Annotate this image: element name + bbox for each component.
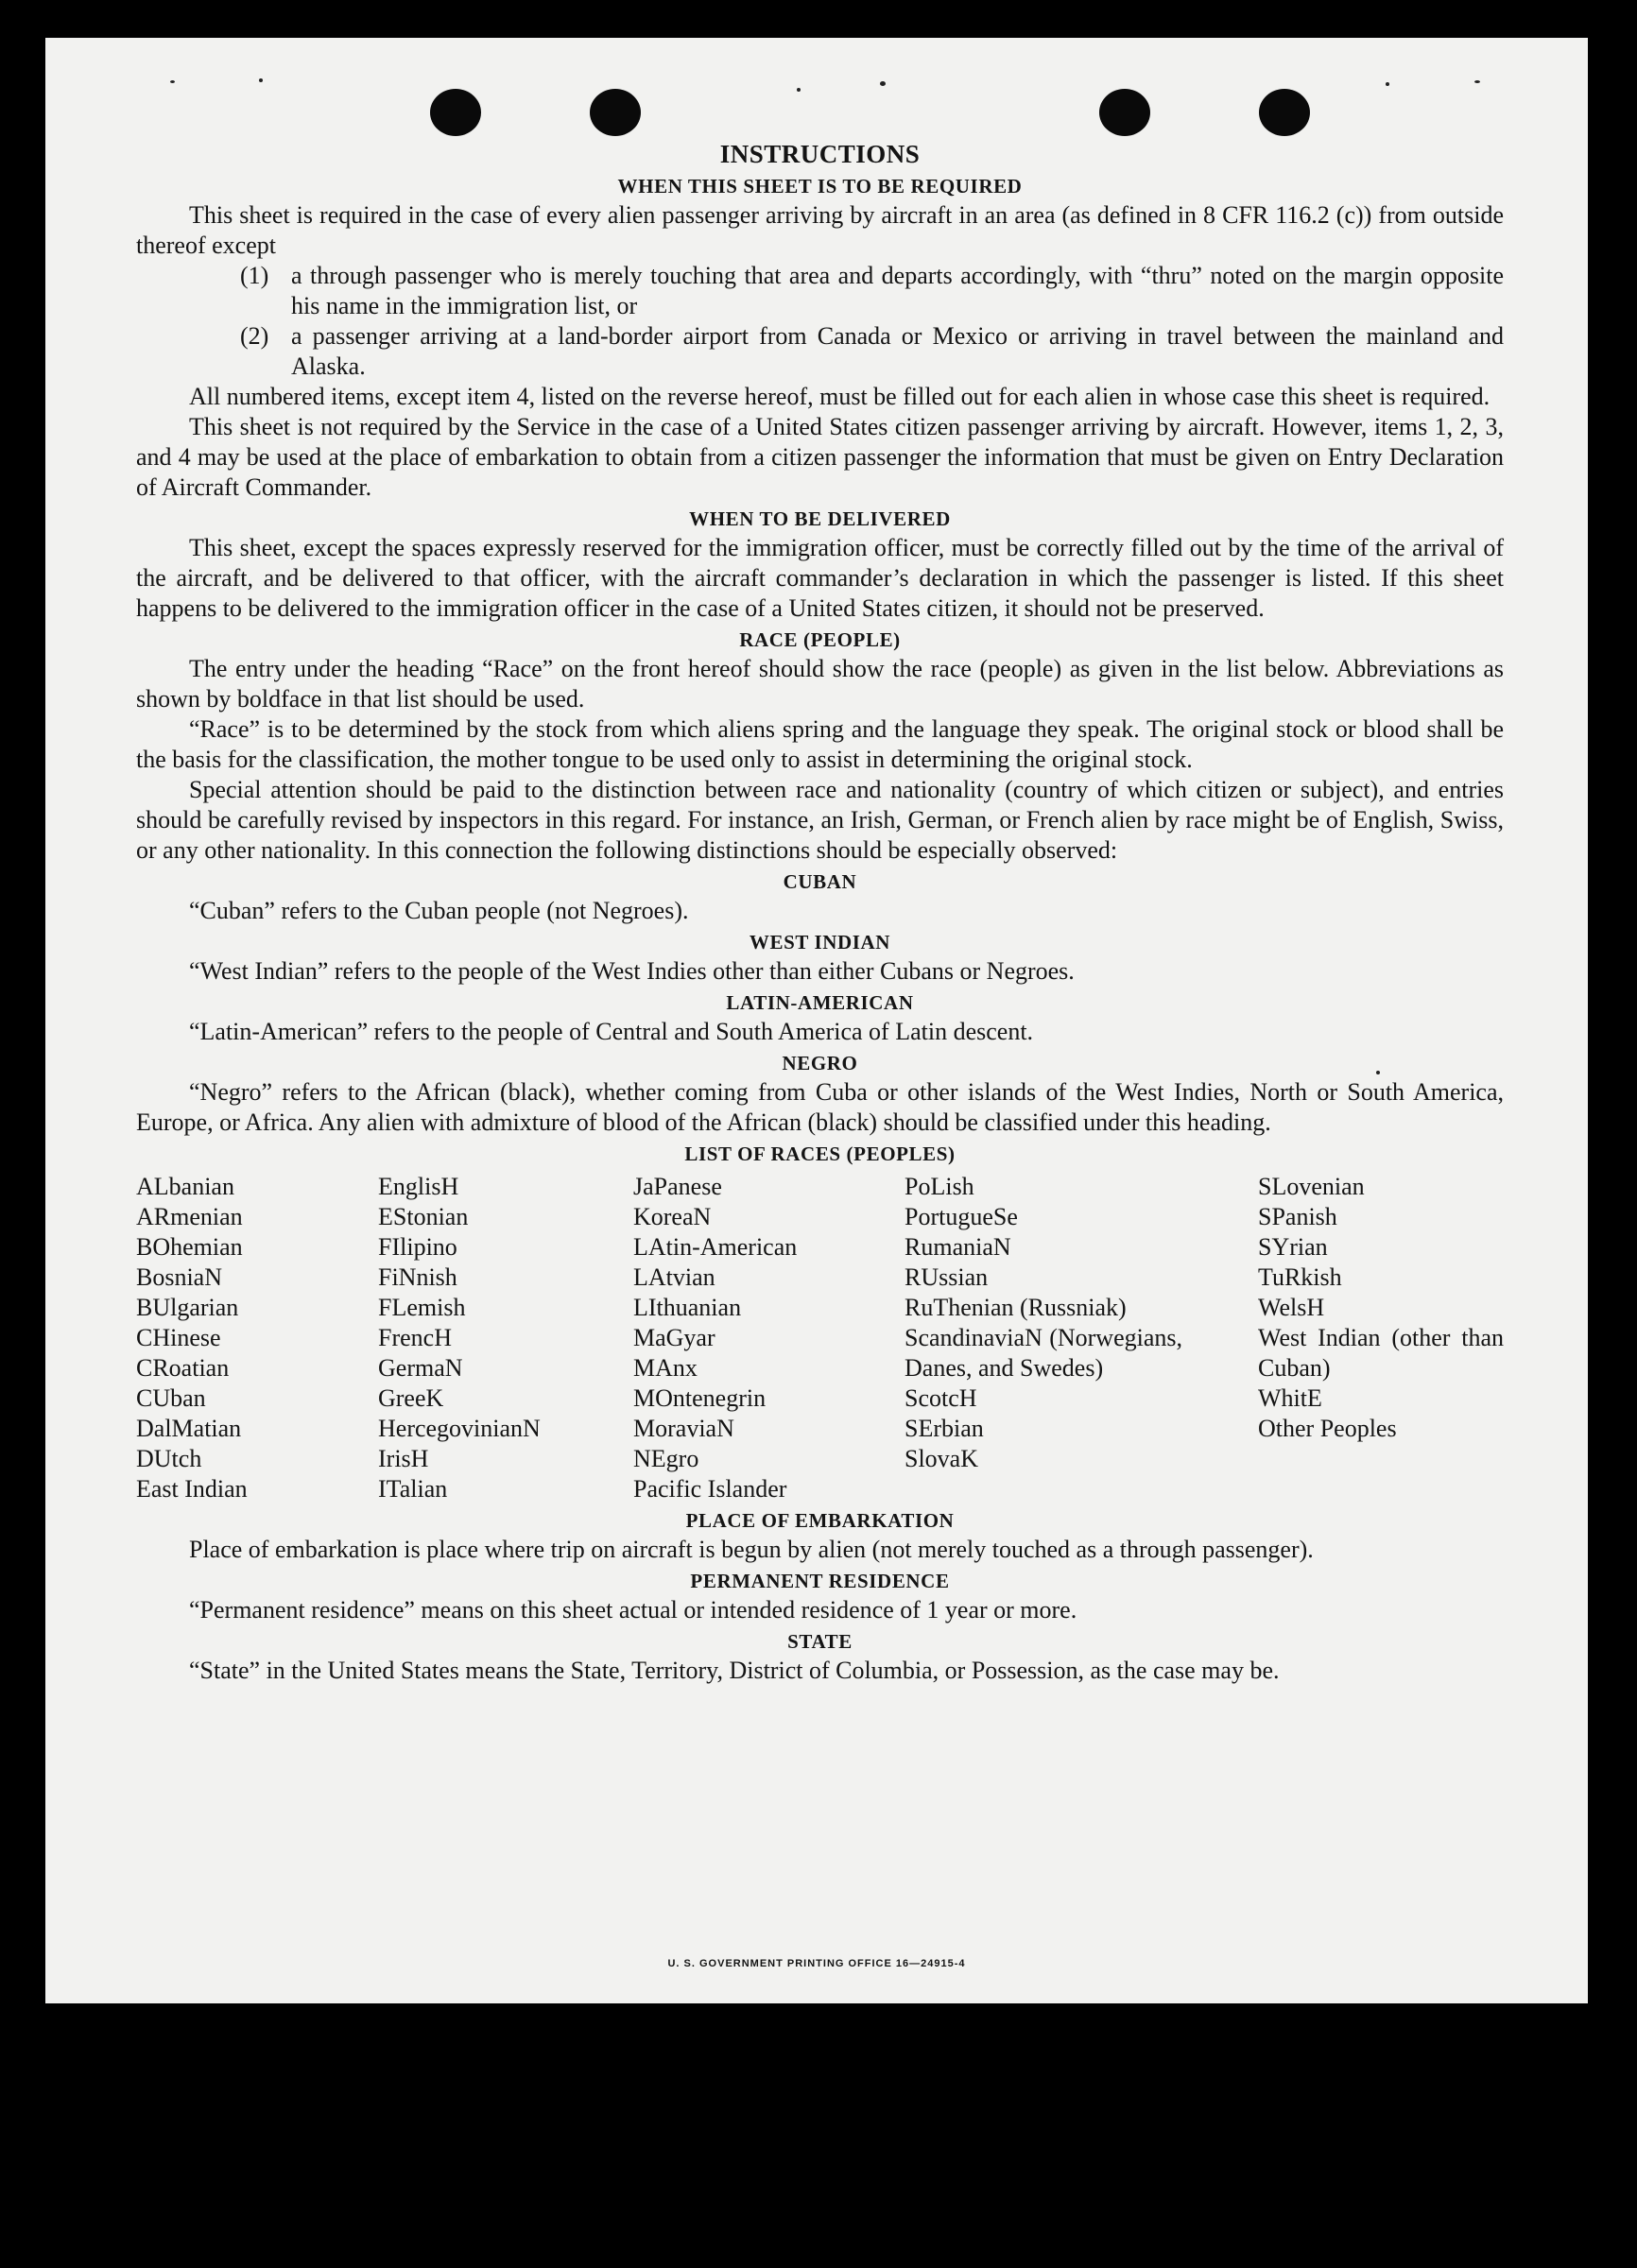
race-entry: KoreaN	[633, 1203, 712, 1230]
race-entry: PoLish	[905, 1173, 974, 1200]
section-heading: PLACE OF EMBARKATION	[685, 1509, 955, 1532]
speck	[1386, 82, 1389, 86]
speck	[797, 88, 801, 92]
section-heading: NEGRO	[782, 1052, 858, 1074]
race-entry: BUlgarian	[136, 1294, 239, 1321]
race-entry: SlovaK	[905, 1445, 978, 1472]
race-entry: LAtvian	[633, 1263, 715, 1291]
race-entry: MaGyar	[633, 1324, 715, 1351]
race-entry: LAtin-American	[633, 1233, 798, 1261]
section-heading: STATE	[787, 1630, 853, 1653]
instructions-body	[136, 136, 1504, 1686]
race-entry: EnglisH	[378, 1173, 459, 1200]
section-heading: WHEN TO BE DELIVERED	[689, 507, 951, 530]
race-entry: ALbanian	[136, 1173, 234, 1200]
race-entry: PortugueSe	[905, 1203, 1018, 1230]
race-entry: SLovenian	[1258, 1173, 1365, 1200]
paragraph: All numbered items, except item 4, listed on the reverse hereof, must be filled out for each alien in whose case this sheet is required.	[189, 383, 1491, 410]
speck	[170, 80, 175, 83]
race-entry: ITalian	[378, 1475, 448, 1503]
paragraph: “Latin-American” refers to the people of Central and South America of Latin descent.	[189, 1018, 1034, 1045]
race-column	[136, 1172, 378, 1504]
race-entry: SPanish	[1258, 1203, 1337, 1230]
race-entry: DUtch	[136, 1445, 202, 1472]
race-entry: ARmenian	[136, 1203, 243, 1230]
race-column	[905, 1172, 1258, 1504]
race-entry: Other Peoples	[1258, 1415, 1397, 1442]
section-heading: WEST INDIAN	[749, 931, 891, 954]
race-entry: TuRkish	[1258, 1263, 1342, 1291]
race-entry: BosniaN	[136, 1263, 222, 1291]
punch-hole	[1259, 89, 1310, 136]
race-entry: ScandinaviaN (Norwegians, Danes, and Swedes)	[905, 1324, 1182, 1382]
printer-imprint: U. S. GOVERNMENT PRINTING OFFICE 16—24915-4	[667, 1958, 966, 1969]
document-page	[45, 38, 1588, 2003]
section-heading: RACE (PEOPLE)	[739, 628, 901, 651]
race-entry: CRoatian	[136, 1354, 230, 1382]
race-entry: West Indian (other than Cuban)	[1258, 1324, 1504, 1382]
page-title: INSTRUCTIONS	[719, 140, 921, 168]
exception-item	[240, 321, 1504, 382]
paragraph: “State” in the United States means the State, Territory, District of Columbia, or Possession, as the case may be.	[189, 1657, 1280, 1684]
race-entry: RuThenian (Russniak)	[905, 1294, 1127, 1321]
race-entry: RUssian	[905, 1263, 989, 1291]
paragraph: “Cuban” refers to the Cuban people (not Negroes).	[189, 897, 689, 924]
paragraph: This sheet is not required by the Service in the case of a United States citizen passenger arriving by aircraft. However, items 1, 2, 3, and 4 may be used at the place of embarkation to obtain from a citizen passenger the information that must be given on Entry Declaration of Aircraft Commander.	[136, 413, 1504, 501]
paragraph: “Race” is to be determined by the stock from which aliens spring and the language they speak. The original stock or blood shall be the basis for the classification, the mother tongue to be used only to assist in determining the original stock.	[136, 715, 1504, 773]
race-entry: LIthuanian	[633, 1294, 742, 1321]
race-entry: CUban	[136, 1384, 206, 1412]
paragraph: “Negro” refers to the African (black), whether coming from Cuba or other islands of the West Indies, North or South America, Europe, or Africa. Any alien with admixture of blood of the African (black) should be classified under this heading.	[136, 1078, 1504, 1136]
race-entry: EStonian	[378, 1203, 469, 1230]
paragraph: Place of embarkation is place where trip on aircraft is begun by alien (not merely touched as a through passenger).	[189, 1536, 1314, 1563]
paragraph: “Permanent residence” means on this sheet actual or intended residence of 1 year or more.	[189, 1596, 1077, 1624]
speck	[1474, 80, 1480, 83]
race-entry: SErbian	[905, 1415, 984, 1442]
race-column	[633, 1172, 905, 1504]
item-number: (1)	[240, 262, 269, 289]
paragraph: “West Indian” refers to the people of the West Indies other than either Cubans or Negroes.	[189, 957, 1075, 985]
item-number: (2)	[240, 322, 269, 350]
section-heading: WHEN THIS SHEET IS TO BE REQUIRED	[617, 175, 1023, 198]
race-entry: MAnx	[633, 1354, 698, 1382]
race-entry: RumaniaN	[905, 1233, 1011, 1261]
race-entry: DalMatian	[136, 1415, 242, 1442]
race-entry: FIlipino	[378, 1233, 457, 1261]
paragraph: The entry under the heading “Race” on the front hereof should show the race (people) as given in the list below. Abbreviations as shown by boldface in that list should be used.	[136, 655, 1504, 713]
item-text: a through passenger who is merely touching that area and departs accordingly, with “thru” noted on the margin opposite his name in the immigration list, or	[291, 262, 1504, 319]
punch-hole	[590, 89, 641, 136]
section-heading: PERMANENT RESIDENCE	[690, 1570, 950, 1592]
race-column	[1258, 1172, 1504, 1504]
race-entry: IrisH	[378, 1445, 429, 1472]
paragraph: This sheet is required in the case of every alien passenger arriving by aircraft in an area (as defined in 8 CFR 116.2 (c)) from outside thereof except	[136, 201, 1504, 259]
race-entry: MOntenegrin	[633, 1384, 767, 1412]
punch-hole	[430, 89, 481, 136]
item-text: a passenger arriving at a land-border airport from Canada or Mexico or arriving in travel between the mainland and Alaska.	[291, 322, 1504, 380]
race-entry: CHinese	[136, 1324, 221, 1351]
race-entry: FiNnish	[378, 1263, 457, 1291]
race-entry: WelsH	[1258, 1294, 1325, 1321]
race-entry: SYrian	[1258, 1233, 1328, 1261]
speck	[259, 78, 263, 82]
race-entry: ScotcH	[905, 1384, 977, 1412]
paragraph: This sheet, except the spaces expressly reserved for the immigration officer, must be correctly filled out by the time of the arrival of the aircraft, and be delivered to that officer, with the aircraft commander’s declaration in which the passenger is listed. If this sheet happens to be delivered to the immigration officer in the case of a United States citizen, it should not be preserved.	[136, 534, 1504, 622]
race-entry: GreeK	[378, 1384, 444, 1412]
race-entry: GermaN	[378, 1354, 463, 1382]
punch-hole	[1099, 89, 1150, 136]
race-entry: East Indian	[136, 1475, 248, 1503]
race-entry: JaPanese	[633, 1173, 722, 1200]
exception-item	[240, 261, 1504, 321]
race-entry: FrencH	[378, 1324, 452, 1351]
section-heading: LATIN-AMERICAN	[726, 991, 914, 1014]
race-entry: Pacific Islander	[633, 1475, 787, 1503]
paragraph: Special attention should be paid to the distinction between race and nationality (country of which citizen or subject), and entries should be carefully revised by inspectors in this regard. For instance, an Irish, German, or French alien by race might be of English, Swiss, or any other nationality. In this connection the following distinctions should be especially observed:	[136, 776, 1504, 864]
race-entry: NEgro	[633, 1445, 699, 1472]
race-list	[136, 1172, 1504, 1504]
section-heading: LIST OF RACES (PEOPLES)	[684, 1143, 956, 1165]
race-entry: HercegovinianN	[378, 1415, 541, 1442]
race-entry: BOhemian	[136, 1233, 243, 1261]
race-entry: FLemish	[378, 1294, 466, 1321]
section-heading: CUBAN	[783, 870, 857, 893]
speck	[880, 81, 886, 86]
race-entry: WhitE	[1258, 1384, 1322, 1412]
race-column	[378, 1172, 633, 1504]
race-entry: MoraviaN	[633, 1415, 734, 1442]
